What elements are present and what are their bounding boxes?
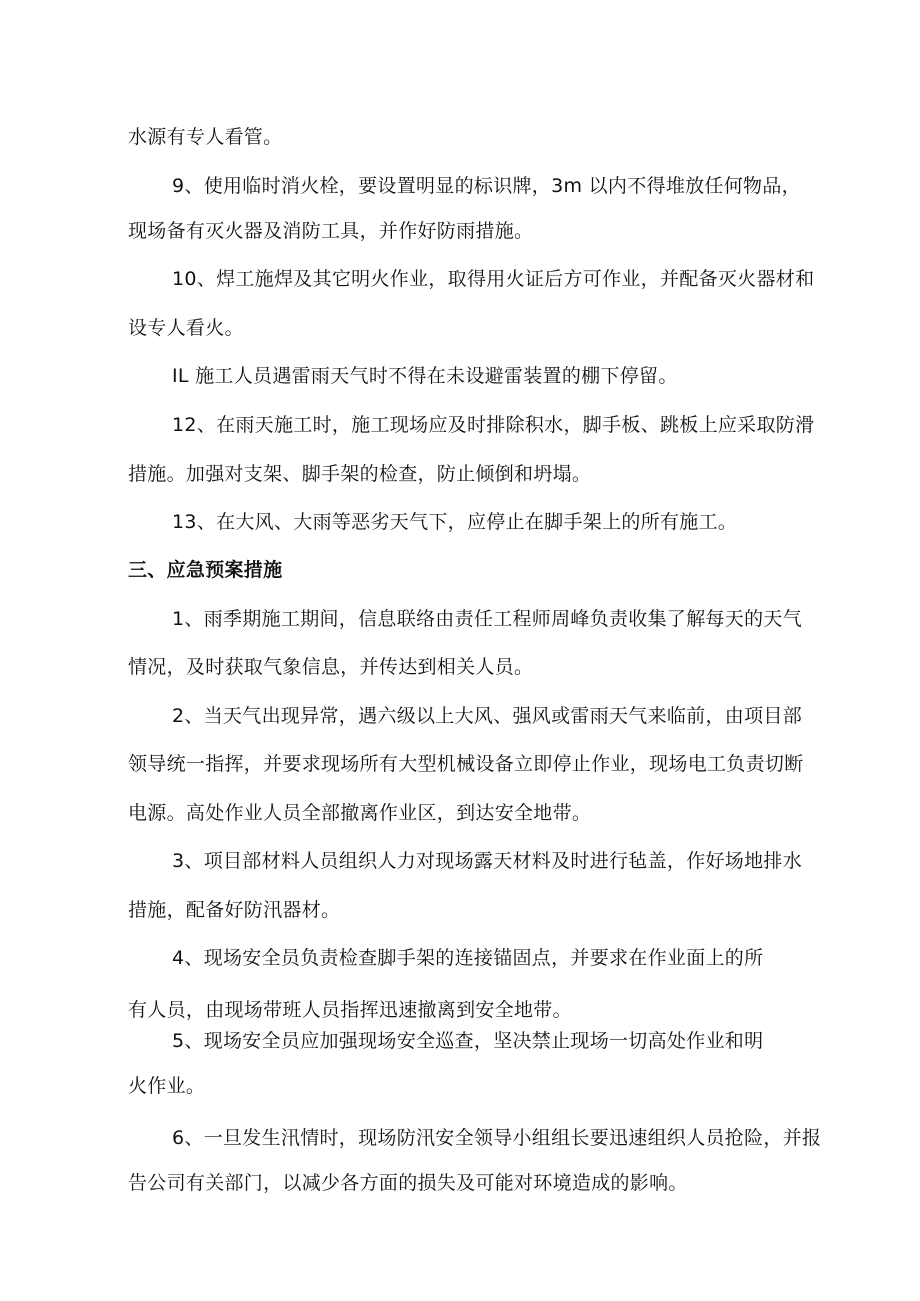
text-line: 措施。加强对支架、脚手架的检查，防止倾倒和坍塌。: [128, 463, 592, 485]
section-heading: 三、应急预案措施: [128, 559, 283, 581]
text-line: 告公司有关部门，以减少各方面的损失及可能对环境造成的影响。: [128, 1172, 688, 1194]
text-line: 情况，及时获取气象信息，并传达到相关人员。: [128, 656, 534, 678]
text-line: 5、现场安全员应加强现场安全巡查，坚决禁止现场一切高处作业和明: [172, 1030, 764, 1052]
text-line: 设专人看火。: [128, 317, 244, 339]
text-line: 9、使用临时消火栓，要设置明显的标识牌，3m 以内不得堆放任何物品，: [172, 175, 801, 197]
text-line: 火作业。: [128, 1075, 206, 1097]
text-line: IL 施工人员遇雷雨天气时不得在未设避雷装置的棚下停留。: [172, 365, 678, 387]
text-line: 电源。高处作业人员全部撤离作业区，到达安全地带。: [128, 802, 592, 824]
text-line: 现场备有灭火器及消防工具，并作好防雨措施。: [128, 220, 534, 242]
text-line: 有人员，由现场带班人员指挥迅速撤离到安全地带。: [128, 999, 572, 1021]
text-line: 6、一旦发生汛情时，现场防汛安全领导小组组长要迅速组织人员抢险，并报: [172, 1127, 822, 1149]
text-line: 措施，配备好防汛器材。: [128, 899, 341, 921]
text-line: 13、在大风、大雨等恶劣天气下，应停止在脚手架上的所有施工。: [172, 511, 738, 533]
text-line: 领导统一指挥，并要求现场所有大型机械设备立即停止作业，现场电工负责切断: [128, 753, 804, 775]
text-line: 水源有专人看管。: [128, 126, 283, 148]
text-line: 12、在雨天施工时，施工现场应及时排除积水，脚手板、跳板上应采取防滑: [172, 414, 815, 436]
text-line: 10、焊工施焊及其它明火作业，取得用火证后方可作业，并配备灭火器材和: [172, 268, 815, 290]
text-line: 2、当天气出现异常，遇六级以上大风、强风或雷雨天气来临前，由项目部: [172, 705, 802, 727]
text-line: 1、雨季期施工期间，信息联络由责任工程师周峰负责收集了解每天的天气: [172, 608, 802, 630]
text-line: 3、项目部材料人员组织人力对现场露天材料及时进行毡盖，作好场地排水: [172, 850, 802, 872]
text-line: 4、现场安全员负责检查脚手架的连接锚固点，并要求在作业面上的所: [172, 947, 764, 969]
